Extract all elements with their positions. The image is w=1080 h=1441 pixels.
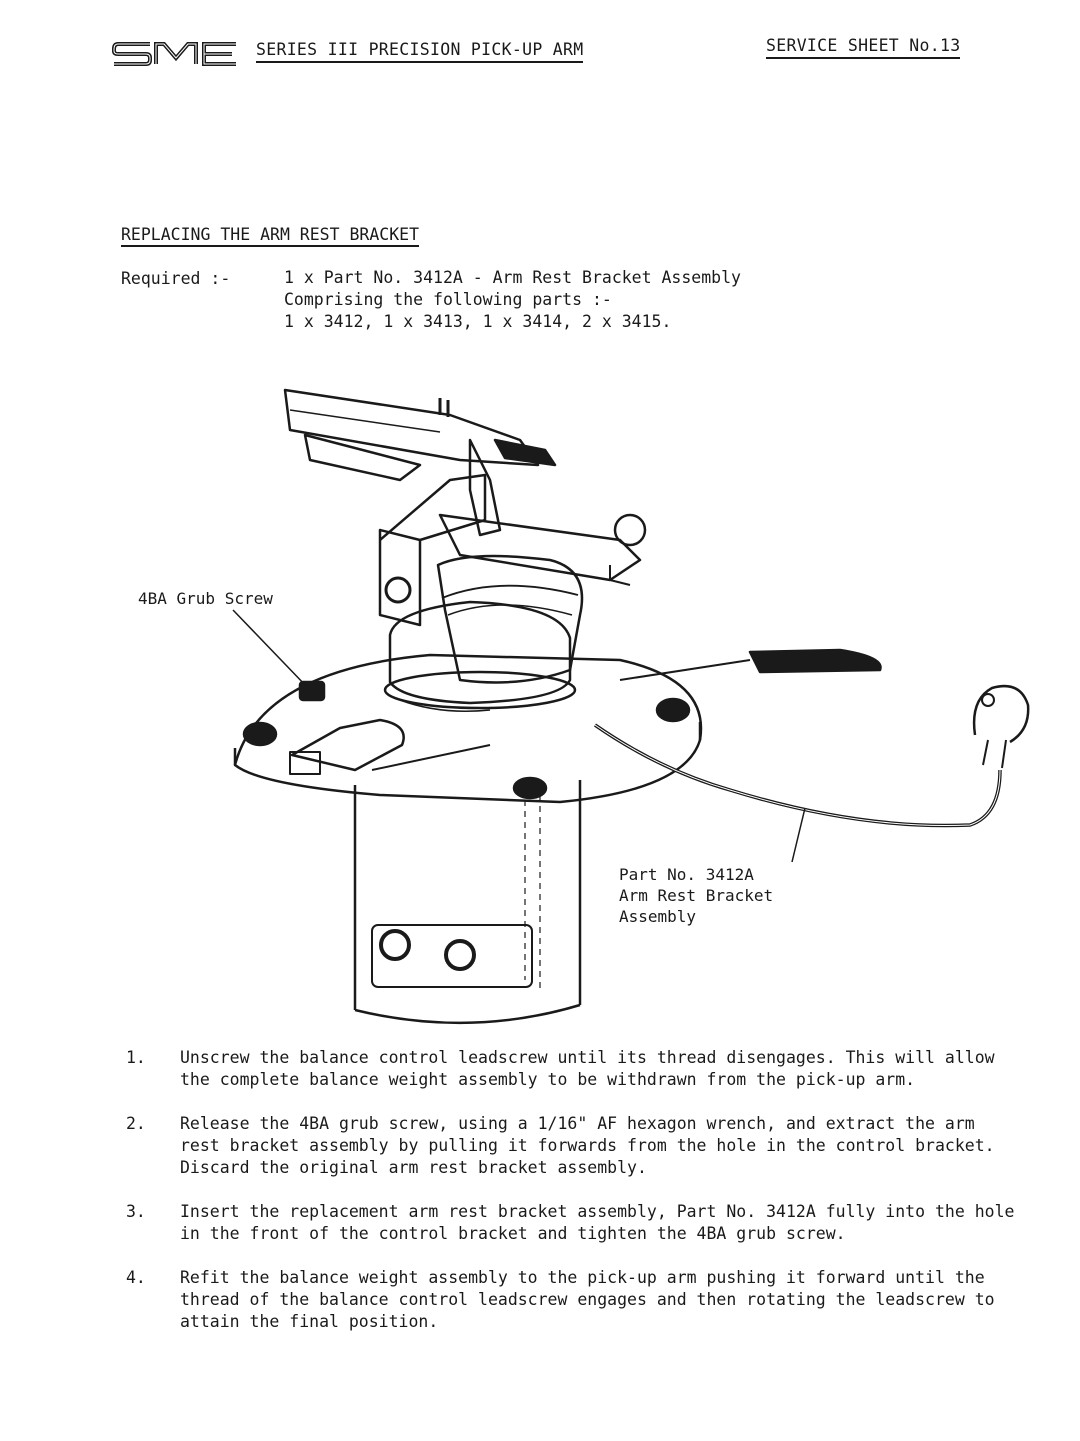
step-text: Release the 4BA grub screw, using a 1/16" AF hexagon wrench, and extract the arm rest bracket assembly by pulling it forwards from the hole in the control bracket. Discard the original arm rest bracket assembly. (180, 1114, 995, 1177)
procedure-step (126, 1113, 1026, 1179)
required-line: 1 x Part No. 3412A - Arm Rest Bracket Assembly (284, 268, 741, 287)
required-line: 1 x 3412, 1 x 3413, 1 x 3414, 2 x 3415. (284, 312, 672, 331)
step-text: Refit the balance weight assembly to the pick-up arm pushing it forward until the thread of the balance control leadscrew engages and then rotating the leadscrew to attain the final position. (180, 1268, 995, 1331)
sme-logo (112, 40, 238, 68)
procedure-step (126, 1267, 1026, 1333)
part-callout (619, 864, 773, 927)
part-callout-line: Assembly (619, 907, 697, 926)
required-label: Required :- (121, 269, 231, 288)
step-text: Insert the replacement arm rest bracket assembly, Part No. 3412A fully into the hole in the front of the control bracket and tighten the 4BA grub screw. (180, 1202, 1015, 1243)
step-number: 3. (126, 1202, 146, 1221)
step-number: 4. (126, 1268, 146, 1287)
section-heading: REPLACING THE ARM REST BRACKET (121, 225, 419, 247)
part-callout-line: Arm Rest Bracket (619, 886, 774, 905)
part-callout-line: Part No. 3412A (619, 865, 754, 884)
step-text: Unscrew the balance control leadscrew until its thread disengages. This will allow the complete balance weight assembly to be withdrawn from the pick-up arm. (180, 1048, 995, 1089)
step-number: 1. (126, 1048, 146, 1067)
required-line: Comprising the following parts :- (284, 290, 612, 309)
grub-screw-callout: 4BA Grub Screw (138, 589, 273, 608)
procedure-step (126, 1047, 1026, 1091)
procedure-steps (126, 1047, 1026, 1355)
required-parts-list (284, 267, 741, 333)
service-sheet-number: SERVICE SHEET No.13 (766, 36, 960, 59)
procedure-step (126, 1201, 1026, 1245)
pickup-arm-illustration (140, 370, 1060, 1030)
document-title: SERIES III PRECISION PICK-UP ARM (256, 40, 583, 63)
step-number: 2. (126, 1114, 146, 1133)
